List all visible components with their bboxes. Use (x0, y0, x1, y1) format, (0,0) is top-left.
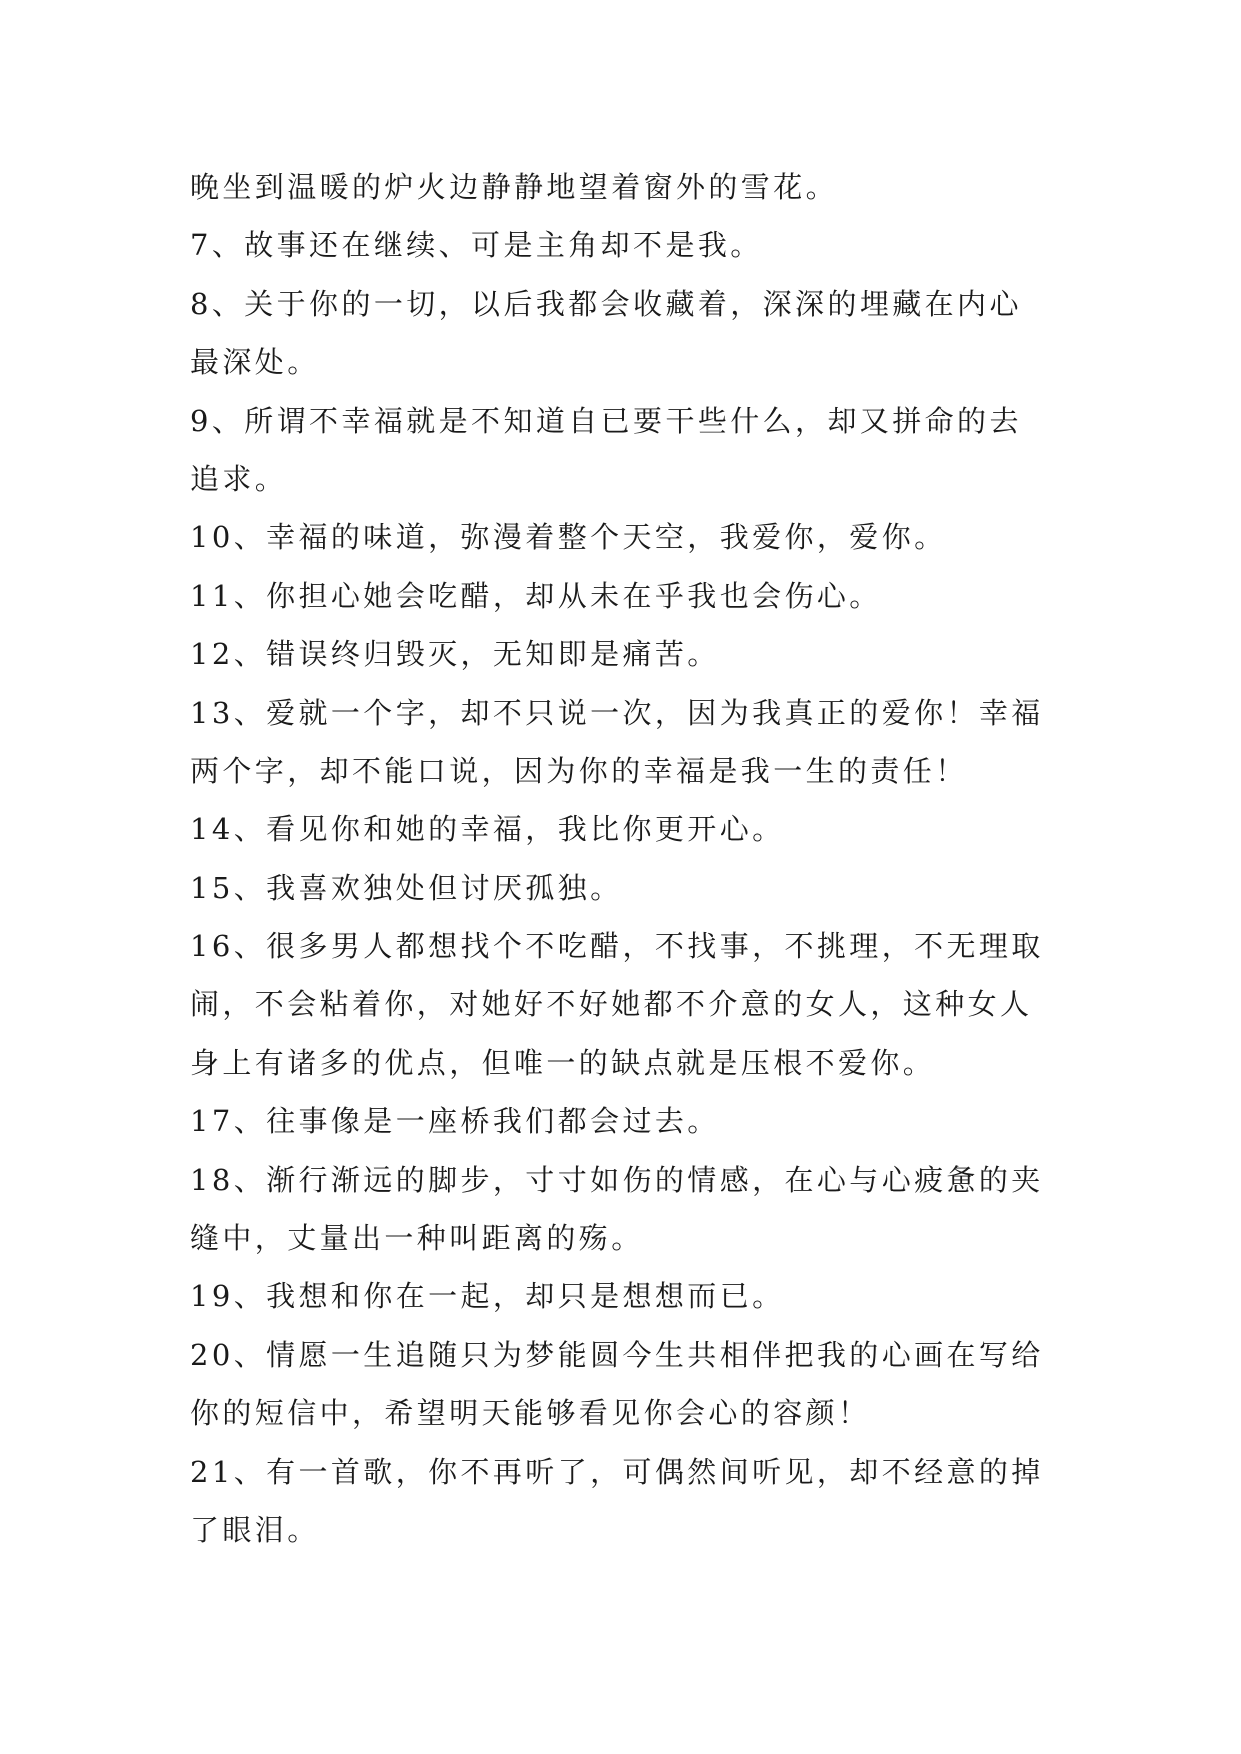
text-line: 17、往事像是一座桥我们都会过去。 (190, 1104, 720, 1139)
text-line: 8、关于你的一切，以后我都会收藏着，深深的埋藏在内心 (190, 286, 1022, 321)
text-line: 14、看见你和她的幸福，我比你更开心。 (190, 812, 785, 847)
text-line: 19、我想和你在一起，却只是想想而已。 (190, 1279, 785, 1314)
text-line: 12、错误终归毁灭，无知即是痛苦。 (190, 637, 720, 672)
text-line: 7、故事还在继续、可是主角却不是我。 (190, 228, 763, 263)
text-line: 两个字，却不能口说，因为你的幸福是我一生的责任！ (190, 753, 968, 788)
text-line: 16、很多男人都想找个不吃醋，不找事，不挑理，不无理取 (190, 929, 1044, 964)
text-line: 闹，不会粘着你，对她好不好她都不介意的女人，这种女人 (190, 987, 1033, 1022)
document-body (190, 158, 1060, 1559)
text-line: 了眼泪。 (190, 1512, 320, 1547)
text-line: 你的短信中，希望明天能够看见你会心的容颜！ (190, 1396, 871, 1431)
text-line: 9、所谓不幸福就是不知道自已要干些什么，却又拼命的去 (190, 403, 1022, 438)
text-line: 追求。 (190, 461, 288, 496)
text-line: 21、有一首歌，你不再听了，可偶然间听见，却不经意的掉 (190, 1454, 1044, 1489)
text-line: 18、渐行渐远的脚步，寸寸如伤的情感，在心与心疲惫的夹 (190, 1162, 1044, 1197)
text-line: 20、情愿一生追随只为梦能圆今生共相伴把我的心画在写给 (190, 1337, 1044, 1372)
text-line: 13、爱就一个字，却不只说一次，因为我真正的爱你！幸福 (190, 695, 1044, 730)
text-line: 晚坐到温暖的炉火边静静地望着窗外的雪花。 (190, 170, 839, 204)
text-line: 最深处。 (190, 345, 320, 380)
text-line: 15、我喜欢独处但讨厌孤独。 (190, 870, 623, 905)
text-line: 缝中，丈量出一种叫距离的殇。 (190, 1221, 644, 1256)
text-line: 10、幸福的味道，弥漫着整个天空，我爱你，爱你。 (190, 520, 947, 555)
text-line: 11、你担心她会吃醋，却从未在乎我也会伤心。 (190, 578, 882, 613)
text-line: 身上有诸多的优点，但唯一的缺点就是压根不爱你。 (190, 1045, 936, 1080)
